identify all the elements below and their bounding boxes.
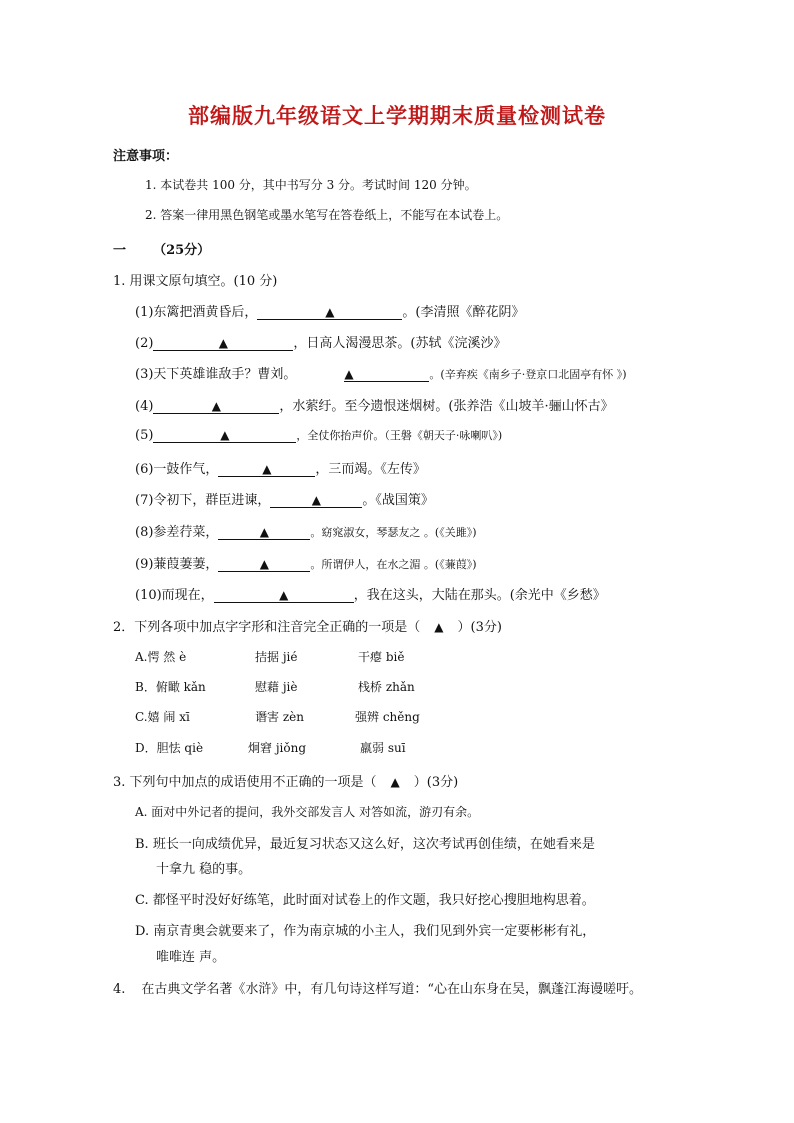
answer-marker: ▲ — [211, 399, 222, 413]
answer-marker: ▲ — [262, 462, 272, 476]
q1-item — [135, 489, 434, 508]
answer-marker: ▲ — [344, 367, 354, 381]
q1-item-prefix: (9)蒹葭萋萋， — [135, 557, 219, 572]
answer-blank[interactable] — [270, 494, 362, 508]
answer-blank[interactable] — [344, 368, 429, 382]
answer-blank[interactable] — [153, 337, 293, 351]
q3-option-c: C. 都怪平时没好好练笔，此时面对试卷上的作文题，我只好挖心搜胆地构思着。 — [135, 893, 595, 908]
answer-marker[interactable]: ▲ — [390, 775, 400, 789]
answer-blank[interactable] — [218, 558, 310, 572]
q2-option-c-1: C.嬉 闹 xī — [135, 710, 190, 724]
q2-option-b-2: 慰藉 jiè — [255, 680, 298, 694]
answer-marker: ▲ — [259, 557, 270, 571]
q1-item-prefix: (4) — [135, 399, 154, 414]
q2-option-c-2: 谮害 zèn — [255, 710, 304, 724]
q2-option-a-1: A.愕 然 è — [135, 650, 187, 664]
q1-item — [135, 427, 502, 443]
answer-blank[interactable] — [257, 306, 402, 320]
q3-score: ）(3分) — [413, 775, 459, 790]
q3-stem-text: 3. 下列句中加点的成语使用不正确的一项是（ — [113, 775, 377, 790]
answer-marker: ▲ — [220, 428, 230, 442]
q3-option-d: D. 南京青奥会就要来了，作为南京城的小主人，我们见到外宾一定要彬彬有礼， — [135, 924, 596, 939]
q2-option-d-2: 炯窘 jiǒng — [248, 741, 307, 755]
q1-item-suffix: 。《战国策》 — [362, 493, 434, 508]
q2-option-d-1: D．胆怯 qiè — [135, 741, 204, 755]
q1-item-suffix: ，三而竭。《左传》 — [315, 462, 426, 477]
q3-option-a: A. 面对中外记者的提问，我外交部发言人 对答如流，游刃有余。 — [135, 805, 480, 819]
notice-item-2: 2. 答案一律用黑色钢笔或墨水笔写在答卷纸上，不能写在本试卷上。 — [145, 208, 509, 222]
q1-item-prefix: (8)参差荇菜， — [135, 525, 219, 540]
answer-blank[interactable] — [153, 400, 279, 414]
answer-marker: ▲ — [325, 305, 335, 319]
q2-option-b-3: 栈桥 zhǎn — [358, 680, 415, 694]
q2-option-a-3: 干瘪 biě — [358, 650, 405, 664]
q4-text: 在古典文学名著《水浒》中，有几句诗这样写道：“心在山东身在吴，飘蓬江海谩嗟吁。 — [141, 982, 643, 997]
q2-stem — [113, 616, 502, 635]
q1-item-suffix: 。(李清照《醉花阴》 — [402, 305, 525, 320]
answer-blank[interactable] — [214, 589, 354, 603]
q3-option-b: B. 班长一向成绩优异，最近复习状态又这么好，这次考试再创佳绩，在她看来是 — [135, 837, 595, 852]
notice-heading: 注意事项： — [113, 149, 179, 164]
q1-item-suffix: ，水萦纡。至今遗恨迷烟树。(张养浩《山坡羊·骊山怀古》 — [279, 399, 614, 414]
q1-item-suffix: 。(辛弃疾《南乡子·登京口北固亭有怀 》) — [429, 368, 627, 381]
q4-stem — [113, 978, 642, 997]
q1-item-suffix: 。所谓伊人，在水之湄 。(《蒹葭》) — [310, 558, 477, 571]
q2-stem-text: 2．下列各项中加点字字形和注音完全正确的一项是（ — [113, 620, 421, 635]
q3-option-d-cont: 唯唯连 声。 — [156, 950, 226, 965]
q1-item-suffix: 。窈窕淑女，琴瑟友之 。(《关雎》) — [310, 526, 477, 539]
q1-item — [135, 301, 525, 320]
q1-item-prefix: (1)东篱把酒黄昏后， — [135, 305, 258, 320]
section-1-number: 一 — [113, 243, 127, 258]
q2-option-a-2: 拮据 jié — [255, 650, 298, 664]
q1-item — [135, 395, 614, 414]
q2-score: ）(3分) — [457, 620, 502, 635]
q1-item-prefix: (5) — [135, 428, 154, 443]
answer-blank[interactable] — [218, 526, 310, 540]
section-1-score: （25分） — [153, 243, 211, 258]
q2-option-b-1: B．俯瞰 kǎn — [135, 680, 206, 694]
q2-option-c-3: 强辨 chěng — [355, 710, 420, 724]
answer-marker: ▲ — [218, 336, 229, 350]
q1-item-prefix: (10)而现在， — [135, 588, 214, 603]
q3-stem — [113, 771, 458, 790]
answer-marker: ▲ — [279, 588, 289, 602]
q1-item-prefix: (7)令初下，群臣进谏， — [135, 493, 271, 508]
q1-item — [135, 332, 507, 351]
q1-item — [135, 521, 477, 540]
q1-item-prefix: (2) — [135, 336, 154, 351]
q1-item — [135, 553, 477, 572]
q4-number: 4. — [113, 982, 126, 997]
answer-marker[interactable]: ▲ — [434, 620, 444, 634]
q1-item-prefix: (6)一鼓作气， — [135, 462, 219, 477]
q1-item-suffix: ，日高人渴漫思茶。(苏轼《浣溪沙》 — [293, 336, 507, 351]
notice-item-1: 1. 本试卷共 100 分，其中书写分 3 分。考试时间 120 分钟。 — [145, 178, 477, 192]
q1-item — [135, 584, 606, 603]
answer-blank[interactable] — [153, 429, 296, 443]
q1-item — [135, 363, 627, 382]
answer-marker: ▲ — [259, 525, 270, 539]
q1-stem: 1. 用课文原句填空。(10 分) — [113, 274, 278, 289]
section-1-label — [113, 239, 210, 258]
q1-item-prefix: (3)天下英雄谁敌手？曹刘。 — [135, 367, 297, 382]
q1-item-suffix: ，我在这头，大陆在那头。(余光中《乡愁》 — [353, 588, 606, 603]
q1-item — [135, 458, 426, 477]
q1-item-suffix: ，全仗你抬声价。（王磐《朝天子·咏喇叭》) — [296, 429, 503, 442]
answer-marker: ▲ — [311, 493, 322, 507]
page-title: 部编版九年级语文上学期期末质量检测试卷 — [188, 103, 606, 128]
answer-blank[interactable] — [218, 463, 315, 477]
q3-option-b-cont: 十拿九 稳的事。 — [156, 862, 252, 877]
q2-option-d-3: 羸弱 suī — [360, 741, 406, 755]
